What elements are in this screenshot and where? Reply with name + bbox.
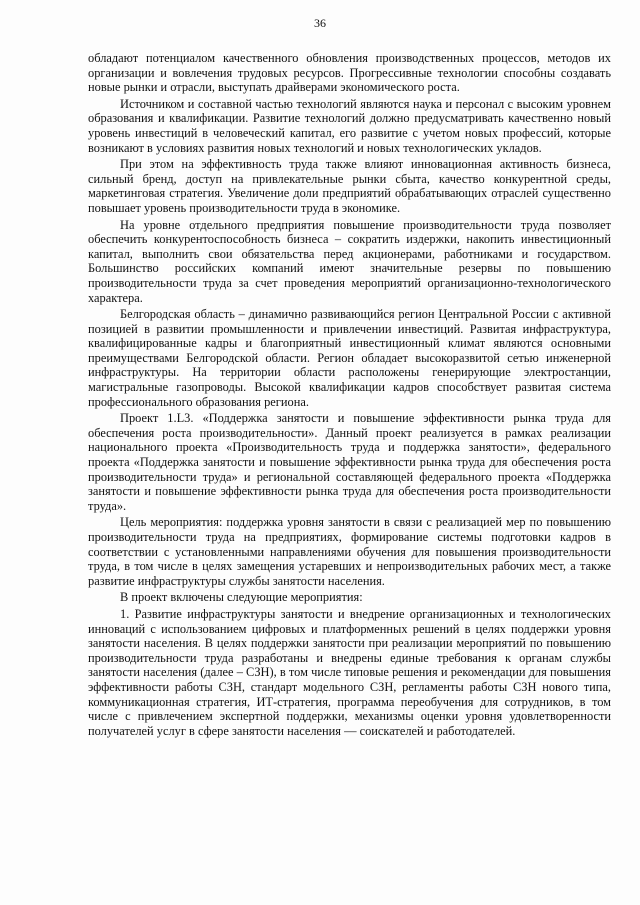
paragraph: При этом на эффективность труда также влияют инновационная активность бизнеса, сильный бренд, доступ на привлекательные рынки сбыта, качество конкурентной среды, маркетинговая стратегия. Увеличение доли предприятий обрабатывающих отраслей существенно повышает уровень производительности труда в экономике. bbox=[88, 157, 611, 215]
paragraph: обладают потенциалом качественного обновления производственных процессов, методов их организации и вовлечения трудовых ресурсов. Прогрессивные технологии способны создавать новые рынки и отрасли, выступать драйверами экономического роста. bbox=[88, 51, 611, 95]
paragraph: На уровне отдельного предприятия повышение производительности труда позволяет обеспечить конкурентоспособность бизнеса – сократить издержки, накопить инвестиционный капитал, выполнить свои обязательства перед акционерами, работниками и государством. Большинство российских компаний имеют значительные резервы по повышению производительности труда за счет проведения мероприятий организационно-технологического характера. bbox=[88, 217, 611, 305]
paragraph: В проект включены следующие мероприятия: bbox=[120, 590, 363, 605]
paragraph: Белгородская область – динамично развивающийся регион Центральной России с активной позицией в развитии промышленности и привлечении инвестиций. Развитая инфраструктура, квалифицированные кадры и благоприятный инвестиционный климат являются основными преимуществами Белгородской области. Регион обладает высокоразвитой сетью инженерной инфраструктуры. На территории области расположены генерирующие электростанции, магистральные газопроводы. Высокой квалификации кадров способствует развитая система профессионального образования региона. bbox=[88, 307, 611, 409]
paragraph: 1. Развитие инфраструктуры занятости и внедрение организационных и технологических инноваций с использованием цифровых и платформенных решений в целях поддержки уровня занятости населения. В целях поддержки занятости при реализации мероприятий по повышению производительности труда разработаны и внедрены единые требования к органам службы занятости населения (далее – СЗН), в том числе типовые решения и рекомендации для повышения эффективности работы СЗН, стандарт модельного СЗН, регламенты работы СЗН нового типа, коммуникационная стратегия, ИТ-стратегия, программа переобучения для сотрудников, в том числе с привлечением экспертной поддержки, механизмы оценки уровня удовлетворенности получателей услуг в сфере занятости населения — соискателей и работодателей. bbox=[88, 606, 611, 738]
paragraph: Цель мероприятия: поддержка уровня занятости в связи с реализацией мер по повышению производительности труда на предприятиях, формирование системы подготовки кадров в соответствии с установленными направлениями обучения для повышения производительности труда, в том числе в целях замещения устаревших и непроизводительных рабочих мест, а также развитие инфраструктуры службы занятости населения. bbox=[88, 515, 611, 588]
page-number: 36 bbox=[314, 16, 326, 30]
paragraph: Проект 1.L3. «Поддержка занятости и повышение эффективности рынка труда для обеспечения роста производительности». Данный проект реализуется в рамках реализации национального проекта «Производительность труда и поддержка занятости», федерального проекта «Поддержка занятости и повышение эффективности рынка труда для обеспечения роста производительности труда» и региональной составляющей федерального проекта «Поддержка занятости и повышение эффективности рынка труда для обеспечения роста производительности труда». bbox=[88, 411, 611, 513]
paragraph: Источником и составной частью технологий являются наука и персонал с высоким уровнем образования и квалификации. Развитие технологий должно предусматривать качественно новый уровень инвестиций в человеческий капитал, его развитие с учетом новых профессий, которые возникают в условиях развития новых технологий и новых технологических укладов. bbox=[88, 96, 611, 155]
document-body bbox=[88, 51, 611, 740]
